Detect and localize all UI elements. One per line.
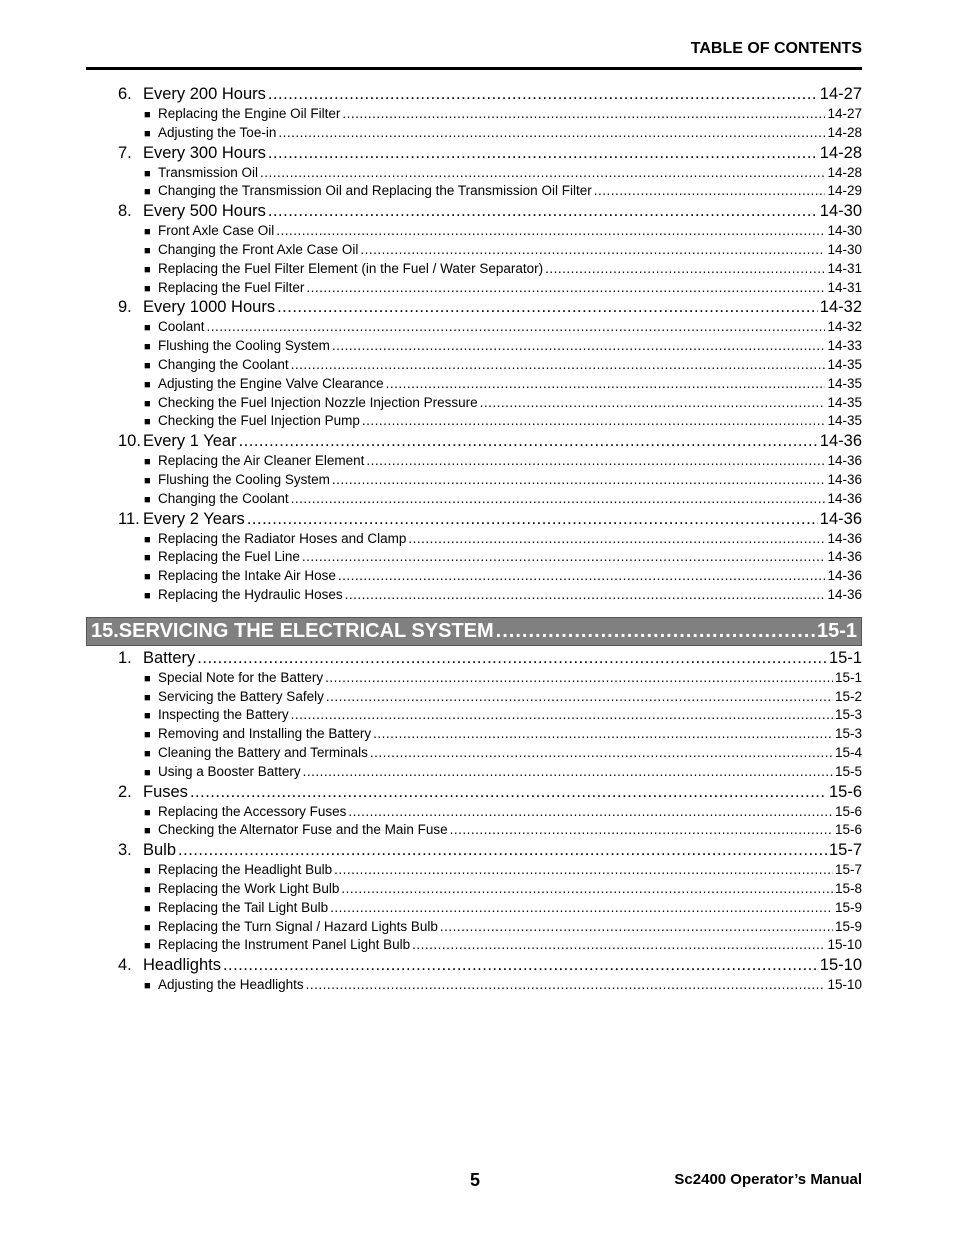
leader-dots	[332, 471, 826, 490]
leader-dots	[302, 548, 826, 567]
subsection-page: 15-10	[827, 937, 862, 953]
page-number: 5	[470, 1170, 481, 1190]
subsection-title: Replacing the Headlight Bulb	[158, 862, 333, 878]
subsection-title: Replacing the Turn Signal / Hazard Lights Bulb	[158, 918, 438, 934]
section-title: Every 2 Years	[143, 509, 245, 528]
subsection-label	[144, 394, 478, 413]
bullet-icon: ■	[144, 729, 151, 742]
subsection-label	[144, 318, 205, 337]
section-number: 6.	[118, 85, 132, 103]
leader-dots	[408, 530, 825, 549]
section-page: 14-36	[819, 509, 862, 528]
section-page: 14-30	[819, 202, 862, 221]
chapter-heading[interactable]	[86, 617, 862, 646]
leader-dots	[345, 586, 826, 605]
bullet-icon: ■	[144, 902, 151, 915]
subsection-label	[144, 356, 289, 375]
leader-dots	[496, 618, 815, 645]
leader-dots	[332, 337, 826, 356]
subsection-label	[144, 182, 592, 201]
bullet-icon: ■	[144, 766, 151, 779]
section-label	[118, 955, 221, 976]
leader-dots	[277, 297, 818, 318]
toc-subsection-entry[interactable]	[86, 669, 862, 688]
subsection-page: 14-31	[827, 260, 862, 276]
subsection-label	[144, 337, 330, 356]
toc-subsection-entry[interactable]	[86, 725, 862, 744]
leader-dots	[268, 84, 818, 105]
leader-dots	[386, 375, 826, 394]
subsection-label	[144, 412, 360, 431]
leader-dots	[450, 821, 833, 840]
leader-dots	[303, 763, 833, 782]
leader-dots	[268, 143, 818, 164]
subsection-title: Replacing the Air Cleaner Element	[158, 453, 365, 469]
subsection-page: 14-35	[827, 413, 862, 429]
subsection-page: 15-9	[834, 918, 862, 934]
leader-dots	[360, 241, 825, 260]
chapter-page: 15-1	[816, 619, 857, 642]
section-title: Every 1 Year	[143, 432, 237, 451]
subsection-label	[144, 936, 410, 955]
bullet-icon: ■	[144, 474, 151, 487]
section-number: 10.	[118, 432, 141, 451]
section-number: 8.	[118, 202, 132, 221]
subsection-title: Transmission Oil	[158, 164, 259, 180]
subsection-page: 15-10	[827, 977, 862, 993]
toc-subsection-entry[interactable]	[86, 105, 862, 124]
section-page: 15-7	[828, 841, 862, 860]
section-title: Every 200 Hours	[143, 85, 266, 103]
leader-dots	[412, 936, 825, 955]
subsection-title: Replacing the Engine Oil Filter	[158, 106, 341, 121]
toc-section-entry[interactable]	[86, 648, 862, 669]
section-number: 4.	[118, 956, 132, 975]
table-of-contents	[86, 84, 862, 995]
subsection-title: Using a Booster Battery	[158, 763, 301, 779]
subsection-title: Flushing the Cooling System	[158, 338, 330, 354]
section-number: 7.	[118, 143, 132, 162]
leader-dots	[223, 955, 818, 976]
leader-dots	[330, 899, 833, 918]
subsection-label	[144, 490, 289, 509]
toc-subsection-entry[interactable]	[86, 375, 862, 394]
subsection-label	[144, 375, 384, 394]
bullet-icon: ■	[144, 109, 151, 121]
bullet-icon: ■	[144, 980, 151, 993]
bullet-icon: ■	[144, 397, 151, 410]
subsection-label	[144, 471, 330, 490]
subsection-page: 14-35	[827, 356, 862, 372]
leader-dots	[239, 431, 818, 452]
subsection-label	[144, 548, 300, 567]
section-label	[118, 431, 237, 452]
subsection-label	[144, 586, 343, 605]
subsection-label	[144, 105, 340, 124]
section-title: Every 300 Hours	[143, 143, 266, 162]
bullet-icon: ■	[144, 186, 151, 199]
subsection-page: 14-35	[827, 375, 862, 391]
leader-dots	[278, 124, 825, 143]
toc-subsection-entry[interactable]	[86, 880, 862, 899]
toc-subsection-entry[interactable]	[86, 763, 862, 782]
page-header	[86, 40, 862, 70]
subsection-label	[144, 669, 323, 688]
toc-section-entry[interactable]	[86, 84, 862, 105]
bullet-icon: ■	[144, 341, 151, 354]
bullet-icon: ■	[144, 244, 151, 257]
bullet-icon: ■	[144, 883, 151, 896]
manual-title: Sc2400 Operator’s Manual	[674, 1171, 862, 1188]
leader-dots	[338, 567, 826, 586]
subsection-title: Replacing the Tail Light Bulb	[158, 899, 329, 915]
subsection-page: 14-36	[827, 471, 862, 487]
leader-dots	[190, 782, 827, 803]
leader-dots	[362, 412, 826, 431]
leader-dots	[594, 182, 826, 201]
subsection-title: Changing the Coolant	[158, 356, 289, 372]
bullet-icon: ■	[144, 359, 151, 372]
leader-dots	[268, 201, 818, 222]
toc-subsection-entry[interactable]	[86, 688, 862, 707]
subsection-label	[144, 530, 406, 549]
subsection-page: 15-9	[834, 899, 862, 915]
chapter-title: 15.SERVICING THE ELECTRICAL SYSTEM	[91, 619, 494, 642]
section-number: 2.	[118, 782, 132, 801]
section-label	[118, 782, 188, 803]
subsection-label	[144, 222, 274, 241]
subsection-title: Changing the Front Axle Case Oil	[158, 241, 359, 257]
subsection-page: 15-6	[834, 822, 862, 838]
subsection-label	[144, 763, 301, 782]
section-title: Bulb	[143, 841, 177, 860]
toc-subsection-entry[interactable]	[86, 861, 862, 880]
leader-dots	[260, 164, 825, 183]
bullet-icon: ■	[144, 263, 151, 276]
bullet-icon: ■	[144, 226, 151, 239]
section-page: 14-28	[819, 143, 862, 162]
subsection-title: Adjusting the Engine Valve Clearance	[158, 375, 384, 391]
header-title: TABLE OF CONTENTS	[690, 40, 862, 57]
toc-subsection-entry[interactable]	[86, 182, 862, 201]
toc-subsection-entry[interactable]	[86, 744, 862, 763]
bullet-icon: ■	[144, 416, 151, 429]
toc-subsection-entry[interactable]	[86, 918, 862, 937]
bullet-icon: ■	[144, 493, 151, 506]
bullet-icon: ■	[144, 940, 151, 953]
leader-dots	[366, 452, 825, 471]
subsection-page: 14-36	[827, 549, 862, 565]
leader-dots	[197, 648, 827, 669]
section-label	[118, 297, 275, 318]
toc-section-entry[interactable]	[86, 509, 862, 530]
toc-section-entry[interactable]	[86, 297, 862, 318]
toc-subsection-entry[interactable]	[86, 412, 862, 431]
section-page: 14-27	[819, 85, 862, 103]
section-number: 3.	[118, 841, 132, 860]
toc-subsection-entry[interactable]	[86, 279, 862, 298]
subsection-page: 14-33	[827, 338, 862, 354]
section-page: 15-10	[819, 956, 862, 975]
leader-dots	[334, 861, 833, 880]
bullet-icon: ■	[144, 865, 151, 878]
leader-dots	[370, 744, 833, 763]
subsection-title: Adjusting the Toe-in	[158, 124, 277, 140]
section-title: Battery	[143, 648, 196, 667]
subsection-title: Removing and Installing the Battery	[158, 726, 372, 742]
subsection-title: Replacing the Hydraulic Hoses	[158, 586, 343, 602]
leader-dots	[306, 279, 825, 298]
subsection-title: Checking the Fuel Injection Nozzle Injection Pressure	[158, 394, 478, 410]
toc-subsection-entry[interactable]	[86, 586, 862, 605]
subsection-title: Replacing the Fuel Filter Element (in the Fuel / Water Separator)	[158, 260, 544, 276]
leader-dots	[373, 725, 833, 744]
leader-dots	[440, 918, 833, 937]
toc-section-entry[interactable]	[86, 143, 862, 164]
leader-dots	[276, 222, 825, 241]
bullet-icon: ■	[144, 533, 151, 546]
subsection-label	[144, 918, 438, 937]
leader-dots	[341, 880, 833, 899]
subsection-label	[144, 725, 371, 744]
subsection-title: Checking the Alternator Fuse and the Main Fuse	[158, 822, 448, 838]
leader-dots	[291, 706, 833, 725]
bullet-icon: ■	[144, 747, 151, 760]
subsection-title: Flushing the Cooling System	[158, 471, 330, 487]
bullet-icon: ■	[144, 691, 151, 704]
subsection-title: Replacing the Fuel Filter	[158, 279, 305, 295]
subsection-page: 14-28	[827, 164, 862, 180]
subsection-page: 14-30	[827, 223, 862, 239]
leader-dots	[545, 260, 825, 279]
subsection-label	[144, 821, 448, 840]
leader-dots	[342, 105, 825, 124]
bullet-icon: ■	[144, 552, 151, 565]
bullet-icon: ■	[144, 825, 151, 838]
subsection-title: Changing the Transmission Oil and Replacing the Transmission Oil Filter	[158, 183, 592, 199]
subsection-page: 15-3	[834, 707, 862, 723]
leader-dots	[291, 490, 826, 509]
leader-dots	[326, 688, 833, 707]
leader-dots	[480, 394, 826, 413]
toc-section-entry[interactable]	[86, 782, 862, 803]
subsection-label	[144, 452, 364, 471]
bullet-icon: ■	[144, 710, 151, 723]
bullet-icon: ■	[144, 589, 151, 602]
subsection-page: 15-1	[834, 669, 862, 685]
toc-subsection-entry[interactable]	[86, 548, 862, 567]
section-label	[118, 509, 245, 530]
subsection-page: 14-36	[827, 530, 862, 546]
subsection-page: 14-35	[827, 394, 862, 410]
subsection-page: 14-29	[827, 183, 862, 199]
toc-section-entry[interactable]	[86, 201, 862, 222]
section-title: Every 1000 Hours	[143, 298, 276, 317]
toc-subsection-entry[interactable]	[86, 241, 862, 260]
subsection-title: Replacing the Instrument Panel Light Bulb	[158, 937, 411, 953]
subsection-label	[144, 124, 276, 143]
toc-subsection-entry[interactable]	[86, 706, 862, 725]
subsection-title: Special Note for the Battery	[158, 669, 324, 685]
subsection-page: 14-36	[827, 453, 862, 469]
toc-subsection-entry[interactable]	[86, 356, 862, 375]
subsection-title: Checking the Fuel Injection Pump	[158, 413, 360, 429]
leader-dots	[325, 669, 833, 688]
section-page: 14-32	[819, 298, 862, 317]
subsection-label	[144, 880, 339, 899]
toc-subsection-entry[interactable]	[86, 899, 862, 918]
subsection-label	[144, 241, 358, 260]
subsection-label	[144, 899, 328, 918]
bullet-icon: ■	[144, 672, 151, 685]
subsection-title: Replacing the Work Light Bulb	[158, 880, 340, 896]
section-label	[118, 84, 266, 105]
subsection-page: 15-5	[834, 763, 862, 779]
toc-section-entry[interactable]	[86, 840, 862, 861]
subsection-page: 15-2	[834, 688, 862, 704]
toc-subsection-entry[interactable]	[86, 260, 862, 279]
section-number: 9.	[118, 298, 132, 317]
subsection-page: 15-8	[834, 880, 862, 896]
subsection-label	[144, 976, 304, 995]
section-title: Fuses	[143, 782, 188, 801]
subsection-page: 14-30	[827, 241, 862, 257]
section-page: 15-6	[828, 782, 862, 801]
leader-dots	[306, 976, 826, 995]
toc-subsection-entry[interactable]	[86, 337, 862, 356]
leader-dots	[348, 803, 833, 822]
section-label	[118, 840, 176, 861]
subsection-page: 14-27	[827, 106, 862, 121]
subsection-title: Changing the Coolant	[158, 490, 289, 506]
bullet-icon: ■	[144, 456, 151, 469]
toc-subsection-entry[interactable]	[86, 567, 862, 586]
subsection-label	[144, 164, 258, 183]
subsection-page: 15-6	[834, 803, 862, 819]
bullet-icon: ■	[144, 806, 151, 819]
section-page: 14-36	[819, 432, 862, 451]
subsection-title: Adjusting the Headlights	[158, 977, 304, 993]
subsection-label	[144, 279, 304, 298]
toc-subsection-entry[interactable]	[86, 490, 862, 509]
subsection-title: Cleaning the Battery and Terminals	[158, 744, 368, 760]
subsection-label	[144, 803, 346, 822]
toc-section-entry[interactable]	[86, 955, 862, 976]
subsection-title: Servicing the Battery Safely	[158, 688, 324, 704]
subsection-title: Replacing the Accessory Fuses	[158, 803, 347, 819]
toc-subsection-entry[interactable]	[86, 530, 862, 549]
section-title: Every 500 Hours	[143, 202, 266, 221]
subsection-title: Replacing the Fuel Line	[158, 549, 300, 565]
subsection-label	[144, 744, 368, 763]
leader-dots	[247, 509, 818, 530]
leader-dots	[178, 840, 827, 861]
section-number: 1.	[118, 648, 132, 667]
section-label	[118, 143, 266, 164]
subsection-title: Inspecting the Battery	[158, 707, 289, 723]
section-page: 15-1	[828, 648, 862, 667]
toc-subsection-entry[interactable]	[86, 803, 862, 822]
toc-subsection-entry[interactable]	[86, 222, 862, 241]
subsection-label	[144, 861, 332, 880]
bullet-icon: ■	[144, 322, 151, 335]
subsection-label	[144, 567, 336, 586]
leader-dots	[291, 356, 826, 375]
subsection-page: 14-31	[827, 279, 862, 295]
bullet-icon: ■	[144, 571, 151, 584]
toc-subsection-entry[interactable]	[86, 471, 862, 490]
subsection-page: 15-3	[834, 726, 862, 742]
subsection-page: 14-36	[827, 490, 862, 506]
subsection-page: 14-28	[827, 124, 862, 140]
leader-dots	[207, 318, 826, 337]
subsection-label	[144, 706, 289, 725]
section-title: Headlights	[143, 956, 221, 975]
bullet-icon: ■	[144, 282, 151, 295]
toc-subsection-entry[interactable]	[86, 124, 862, 143]
section-label	[118, 648, 195, 669]
toc-subsection-entry[interactable]	[86, 318, 862, 337]
toc-section-entry[interactable]	[86, 431, 862, 452]
subsection-title: Coolant	[158, 319, 205, 335]
subsection-title: Replacing the Intake Air Hose	[158, 568, 336, 584]
subsection-label	[144, 688, 324, 707]
bullet-icon: ■	[144, 921, 151, 934]
toc-subsection-entry[interactable]	[86, 976, 862, 995]
section-number: 11.	[118, 509, 140, 528]
toc-subsection-entry[interactable]	[86, 936, 862, 955]
bullet-icon: ■	[144, 127, 151, 140]
section-label	[118, 201, 266, 222]
subsection-title: Replacing the Radiator Hoses and Clamp	[158, 530, 407, 546]
bullet-icon: ■	[144, 167, 151, 180]
subsection-label	[144, 260, 543, 279]
toc-subsection-entry[interactable]	[86, 452, 862, 471]
subsection-page: 14-32	[827, 319, 862, 335]
bullet-icon: ■	[144, 378, 151, 391]
subsection-title: Front Axle Case Oil	[158, 223, 275, 239]
subsection-page: 14-36	[827, 568, 862, 584]
subsection-page: 15-4	[834, 744, 862, 760]
subsection-page: 15-7	[834, 862, 862, 878]
subsection-page: 14-36	[827, 586, 862, 602]
toc-subsection-entry[interactable]	[86, 164, 862, 183]
toc-subsection-entry[interactable]	[86, 821, 862, 840]
toc-subsection-entry[interactable]	[86, 394, 862, 413]
